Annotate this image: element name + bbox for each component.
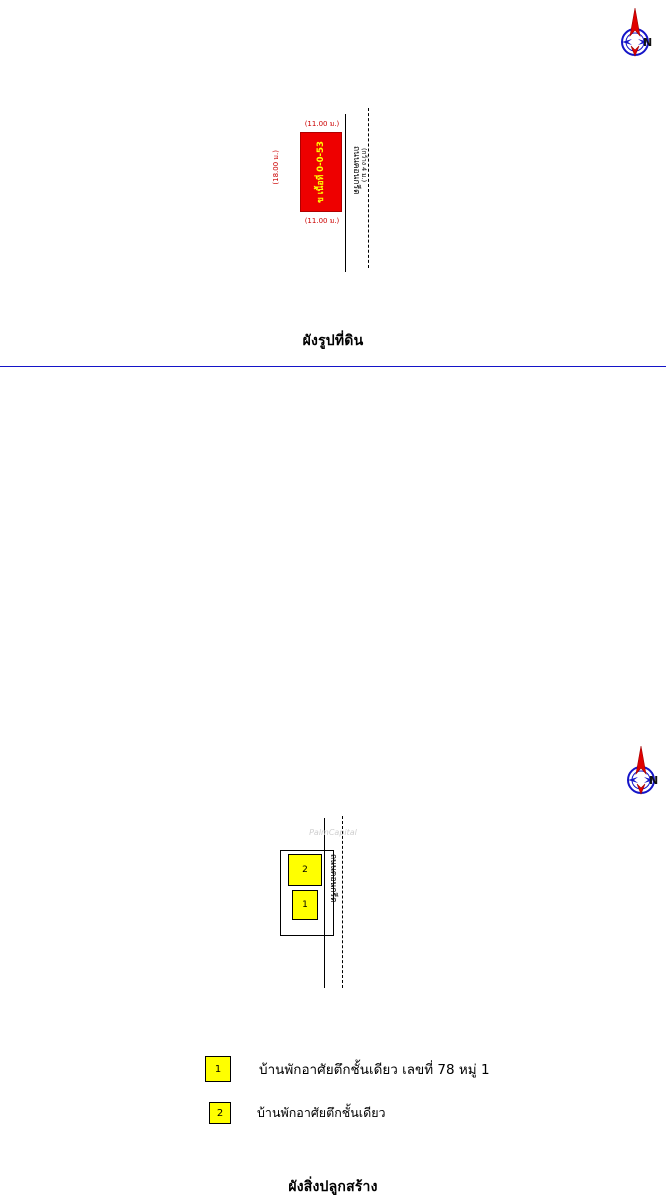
road-center-dashed-line-2 — [342, 816, 343, 988]
land-parcel-diagram — [252, 108, 432, 278]
dimension-bottom: (11.00 ม.) — [304, 217, 340, 225]
compass-north-icon — [612, 6, 658, 68]
legend-label-1: บ้านพักอาศัยตึกชั้นเดียว เลขที่ 78 หมู่ 1 — [259, 1062, 490, 1078]
road-label: ถนนคอนกรีต — [351, 146, 361, 195]
legend-item-1 — [205, 1056, 625, 1082]
dimension-top: (11.00 ม.) — [304, 120, 340, 128]
road-label-2: ถนนคอนกรีต — [328, 854, 338, 903]
watermark: PalmCapital — [309, 828, 357, 837]
road-width-label: (กว้าง 4 ม.) — [360, 148, 368, 183]
legend-swatch-2: 2 — [209, 1102, 231, 1124]
building-layout-diagram — [252, 816, 432, 996]
land-plan-panel — [0, 0, 666, 366]
svg-text:N: N — [649, 774, 659, 787]
legend-swatch-1: 1 — [205, 1056, 231, 1082]
dimension-left: (18.00 ม.) — [272, 150, 280, 185]
road-edge-line — [345, 114, 346, 272]
land-parcel-area-label: ข เนื้อที่ 0-0-53 — [316, 141, 326, 203]
legend-item-2 — [205, 1102, 625, 1124]
building-block-2: 2 — [288, 854, 322, 886]
road-edge-line-2 — [324, 818, 325, 988]
building-block-1: 1 — [292, 890, 318, 920]
compass-north-icon-2 — [618, 744, 664, 806]
road-center-dashed-line — [368, 108, 369, 268]
building-plan-caption: ผังสิ่งปลูกสร้าง — [288, 1179, 378, 1195]
svg-text:N: N — [643, 36, 653, 49]
building-plan-panel — [0, 366, 666, 1195]
legend — [205, 1056, 625, 1144]
legend-label-2: บ้านพักอาศัยตึกชั้นเดียว — [257, 1105, 386, 1120]
land-plan-caption: ผังรูปที่ดิน — [302, 333, 364, 349]
